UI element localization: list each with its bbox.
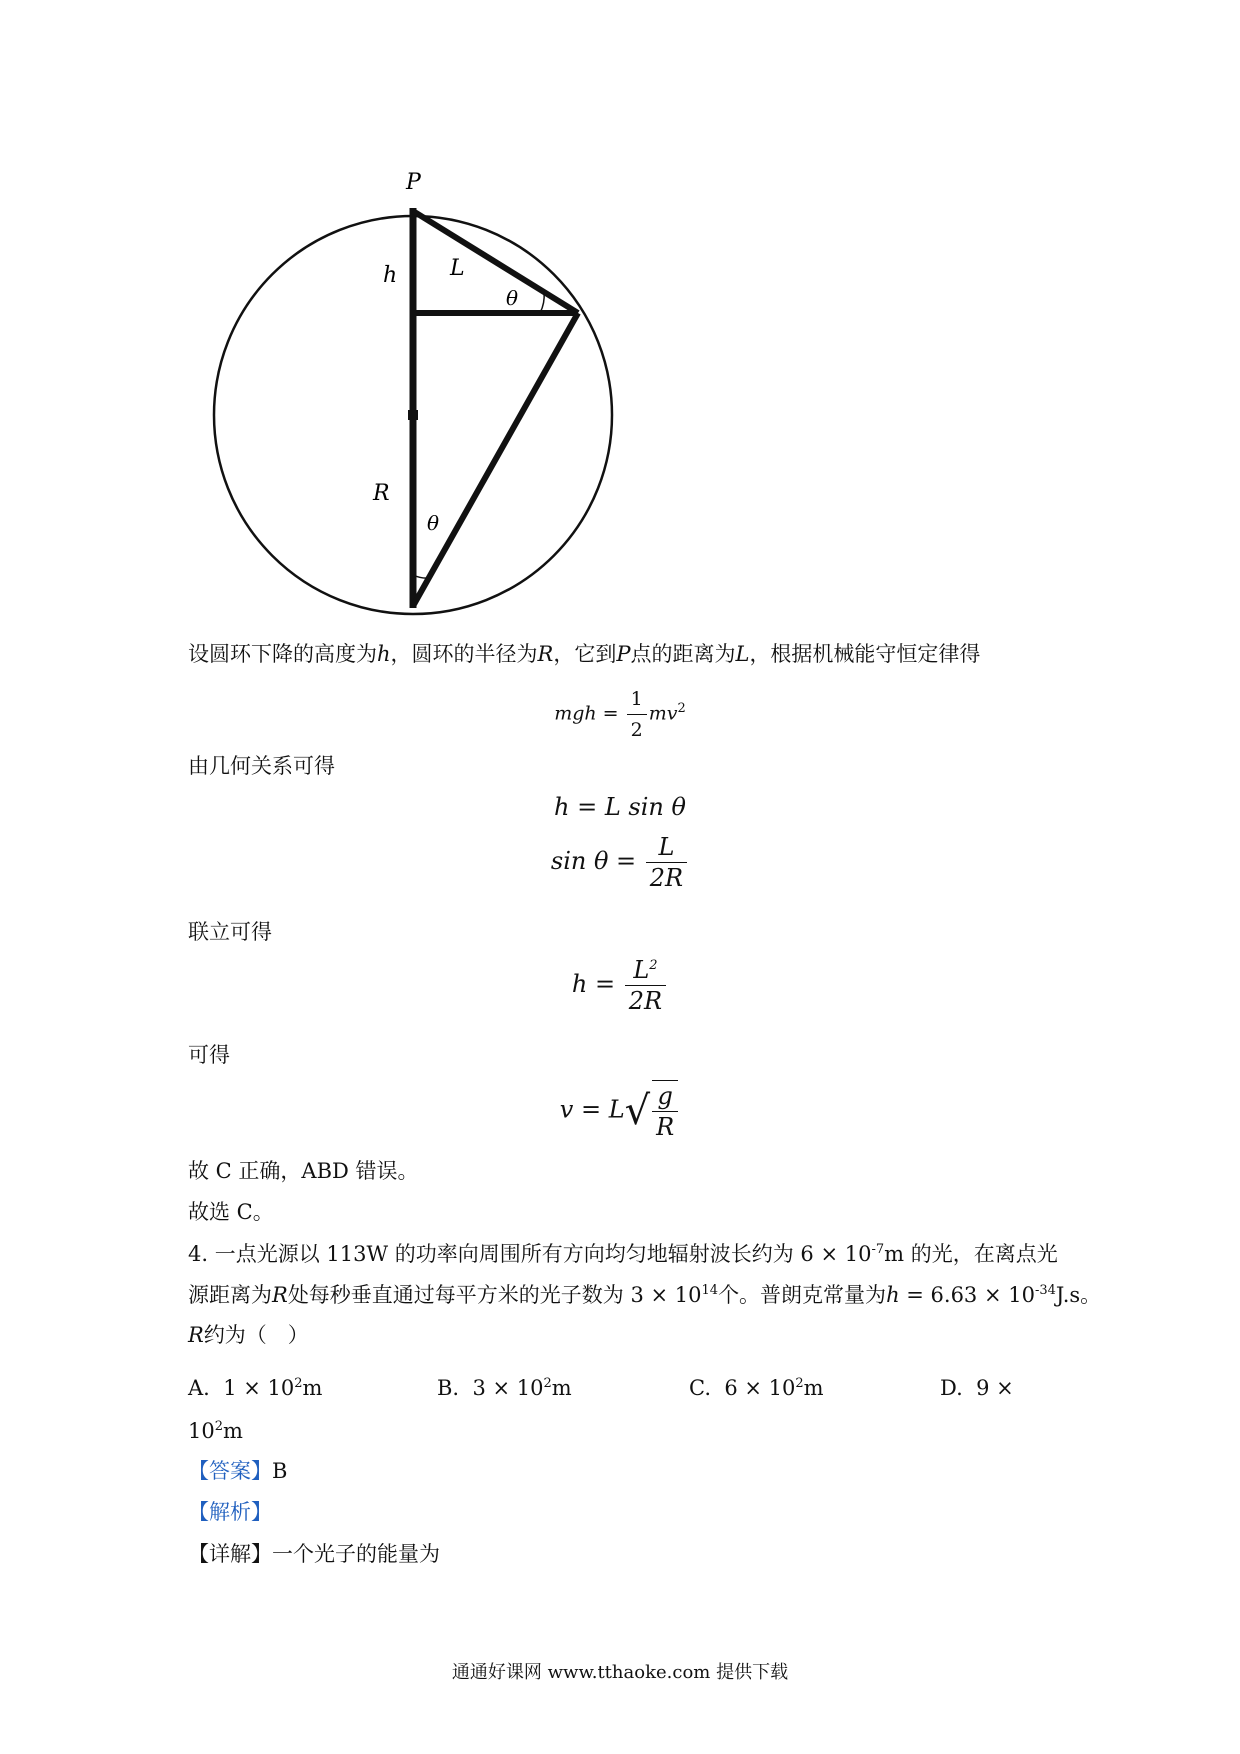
page-footer: 通通好课网 www.tthaoke.com 提供下载	[451, 1662, 789, 1683]
label-R: R	[373, 481, 390, 506]
question-line-1: 4. 一点光源以 113W 的功率向周围所有方向均匀地辐射波长约为 $6 \times 10^{-7}m$ 的光，在离点光	[188, 1242, 1058, 1266]
equation-velocity: v = L√ $\frac{g}{R}$	[0, 1080, 1240, 1142]
choose-text: 故选 C。	[188, 1200, 274, 1224]
equation-energy: mgh = $\frac{1}{2}$ $mv^2$	[0, 684, 1240, 745]
detail-line: 【详解】一个光子的能量为	[188, 1542, 440, 1566]
center-dot	[408, 410, 418, 420]
answer-tag: 【答案】	[188, 1459, 272, 1483]
detail-tag: 【详解】	[188, 1542, 272, 1566]
label-L: L	[450, 256, 465, 281]
option-d: D. 9 ×	[940, 1376, 1014, 1400]
equation-h-result: h = $\frac{L^2}{2R}$	[0, 955, 1240, 1016]
geometry-text: 由几何关系可得	[188, 754, 335, 778]
label-theta-bottom: θ	[427, 511, 440, 535]
combine-text: 联立可得	[188, 920, 272, 944]
option-c: C. $6 \times 10^2m$	[689, 1376, 824, 1400]
chord-to-bottom	[413, 313, 578, 606]
equation-h-sin: h = L sin θ	[554, 793, 686, 821]
analysis-tag: 【解析】	[188, 1500, 272, 1524]
equation-sin-theta: sin θ = $\frac{L}{2R}$	[0, 832, 1240, 893]
question-line-3: R约为（ ）	[188, 1323, 309, 1347]
answer-value: B	[272, 1459, 288, 1483]
label-h: h	[383, 263, 398, 288]
label-theta-top: θ	[506, 286, 519, 310]
answer-line	[188, 1457, 287, 1485]
option-a: A. $1 \times 10^2m$	[188, 1376, 323, 1400]
label-P: P	[406, 170, 421, 195]
option-d-continued: $10^2m$	[188, 1419, 243, 1443]
circle-geometry-diagram	[0, 0, 1240, 640]
option-b: B. $3 \times 10^2m$	[437, 1376, 572, 1400]
sqrt-symbol: √	[624, 1088, 651, 1134]
question-line-2: 源距离为R处每秒垂直通过每平方米的光子数为 $3 \times 10^{14}$个。普朗克常量为$h = 6.63 \times 10^{-34}J.s$。	[188, 1283, 1102, 1307]
chord-L	[413, 211, 578, 313]
conclusion-text: 故 C 正确，ABD 错误。	[188, 1159, 419, 1183]
angle-arc-top	[540, 292, 544, 313]
kede-text: 可得	[188, 1043, 230, 1067]
analysis-line	[188, 1498, 272, 1526]
intro-sentence: 设圆环下降的高度为h，圆环的半径为R，它到P点的距离为L，根据机械能守恒定律得	[188, 642, 981, 666]
